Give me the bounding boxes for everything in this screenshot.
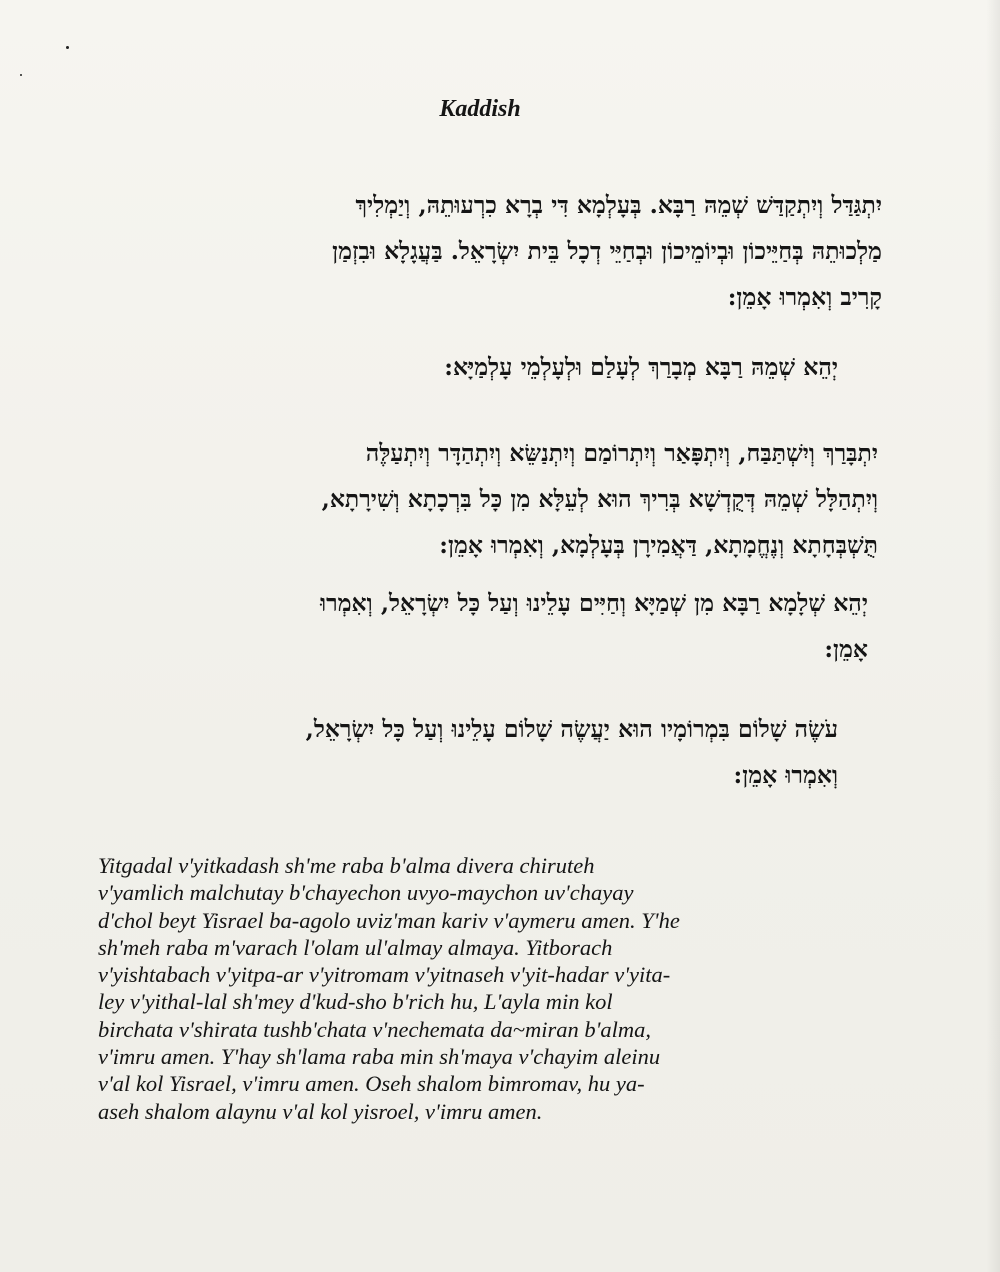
page-edge-shadow <box>986 0 1000 1272</box>
transliteration-line: d'chol beyt Yisrael ba-agolo uviz'man kariv v'aymeru amen. Y'he <box>98 907 680 933</box>
paper-speck <box>66 46 69 49</box>
page-title: Kaddish <box>439 96 521 122</box>
hebrew-line: יְהֵא שְׁלָמָא רַבָּא מִן שְׁמַיָּא וְחַיִּים עָלֵינוּ וְעַל כָּל יִשְׂרָאֵל, וְאִמְרוּ <box>320 589 868 617</box>
transliteration-line: v'yishtabach v'yitpa-ar v'yitromam v'yitnaseh v'yit-hadar v'yita- <box>98 962 671 988</box>
hebrew-line: וְיִתְהַלָּל שְׁמֵהּ דְּקֻדְשָׁא בְּרִיךְ הוּא לְעֵלָּא מִן כָּל בִּרְכָתָא וְשִׁירָתָא, <box>321 485 878 513</box>
transliteration-line: sh'meh raba m'varach l'olam ul'almay almaya. Yitborach <box>98 934 613 960</box>
hebrew-paragraph-4 <box>320 580 868 672</box>
transliteration-paragraph <box>98 852 858 1125</box>
hebrew-paragraph-1 <box>332 182 882 320</box>
hebrew-line: יִתְגַּדַּל וְיִתְקַדַּשׁ שְׁמֵהּ רַבָּא. בְּעָלְמָא דִּי בְרָא כִרְעוּתֵהּ, וְיַמְלִיךְ <box>355 191 882 219</box>
hebrew-line: יִתְבָּרַךְ וְיִשְׁתַּבַּח, וְיִתְפָּאַר וְיִתְרוֹמַם וְיִתְנַשֵּׂא וְיִתְהַדָּר וְיִתְעַלֶּה <box>365 439 878 467</box>
hebrew-paragraph-2 <box>444 344 838 390</box>
transliteration-line: aseh shalom alaynu v'al kol yisroel, v'imru amen. <box>98 1098 543 1124</box>
hebrew-line: וְאִמְרוּ אָמֵן: <box>733 761 838 789</box>
hebrew-paragraph-3 <box>322 430 878 568</box>
hebrew-paragraph-5 <box>306 706 838 798</box>
transliteration-line: v'yamlich malchutay b'chayechon uvyo-maychon uv'chayay <box>98 880 634 906</box>
hebrew-line: תֻּשְׁבְּחָתָא וְנֶחֱמָתָא, דַּאֲמִירָן בְּעָלְמָא, וְאִמְרוּ אָמֵן: <box>439 531 878 559</box>
transliteration-line: Yitgadal v'yitkadash sh'me raba b'alma divera chiruteh <box>98 853 595 878</box>
transliteration-line: v'al kol Yisrael, v'imru amen. Oseh shalom bimromav, hu ya- <box>98 1071 645 1097</box>
hebrew-line: מַלְכוּתֵהּ בְּחַיֵּיכוֹן וּבְיוֹמֵיכוֹן וּבְחַיֵּי דְכָל בֵּית יִשְׂרָאֵל. בַּעֲגָלָא וּבִזְמַן <box>332 237 882 265</box>
hebrew-line: אָמֵן: <box>824 635 868 663</box>
transliteration-line: ley v'yithal-lal sh'mey d'kud-sho b'rich hu, L'ayla min kol <box>98 989 613 1015</box>
paper-speck <box>20 74 22 76</box>
hebrew-line: עֹשֶׂה שָׁלוֹם בִּמְרוֹמָיו הוּא יַעֲשֶׂה שָׁלוֹם עָלֵינוּ וְעַל כָּל יִשְׂרָאֵל, <box>305 715 838 743</box>
hebrew-line: קָרִיב וְאִמְרוּ אָמֵן: <box>727 283 882 311</box>
hebrew-line: יְהֵא שְׁמֵהּ רַבָּא מְבָרַךְ לְעָלַם וּלְעָלְמֵי עָלְמַיָּא: <box>444 353 838 381</box>
transliteration-line: v'imru amen. Y'hay sh'lama raba min sh'maya v'chayim aleinu <box>98 1044 661 1070</box>
transliteration-line: birchata v'shirata tushb'chata v'nechemata da~miran b'alma, <box>98 1016 652 1042</box>
